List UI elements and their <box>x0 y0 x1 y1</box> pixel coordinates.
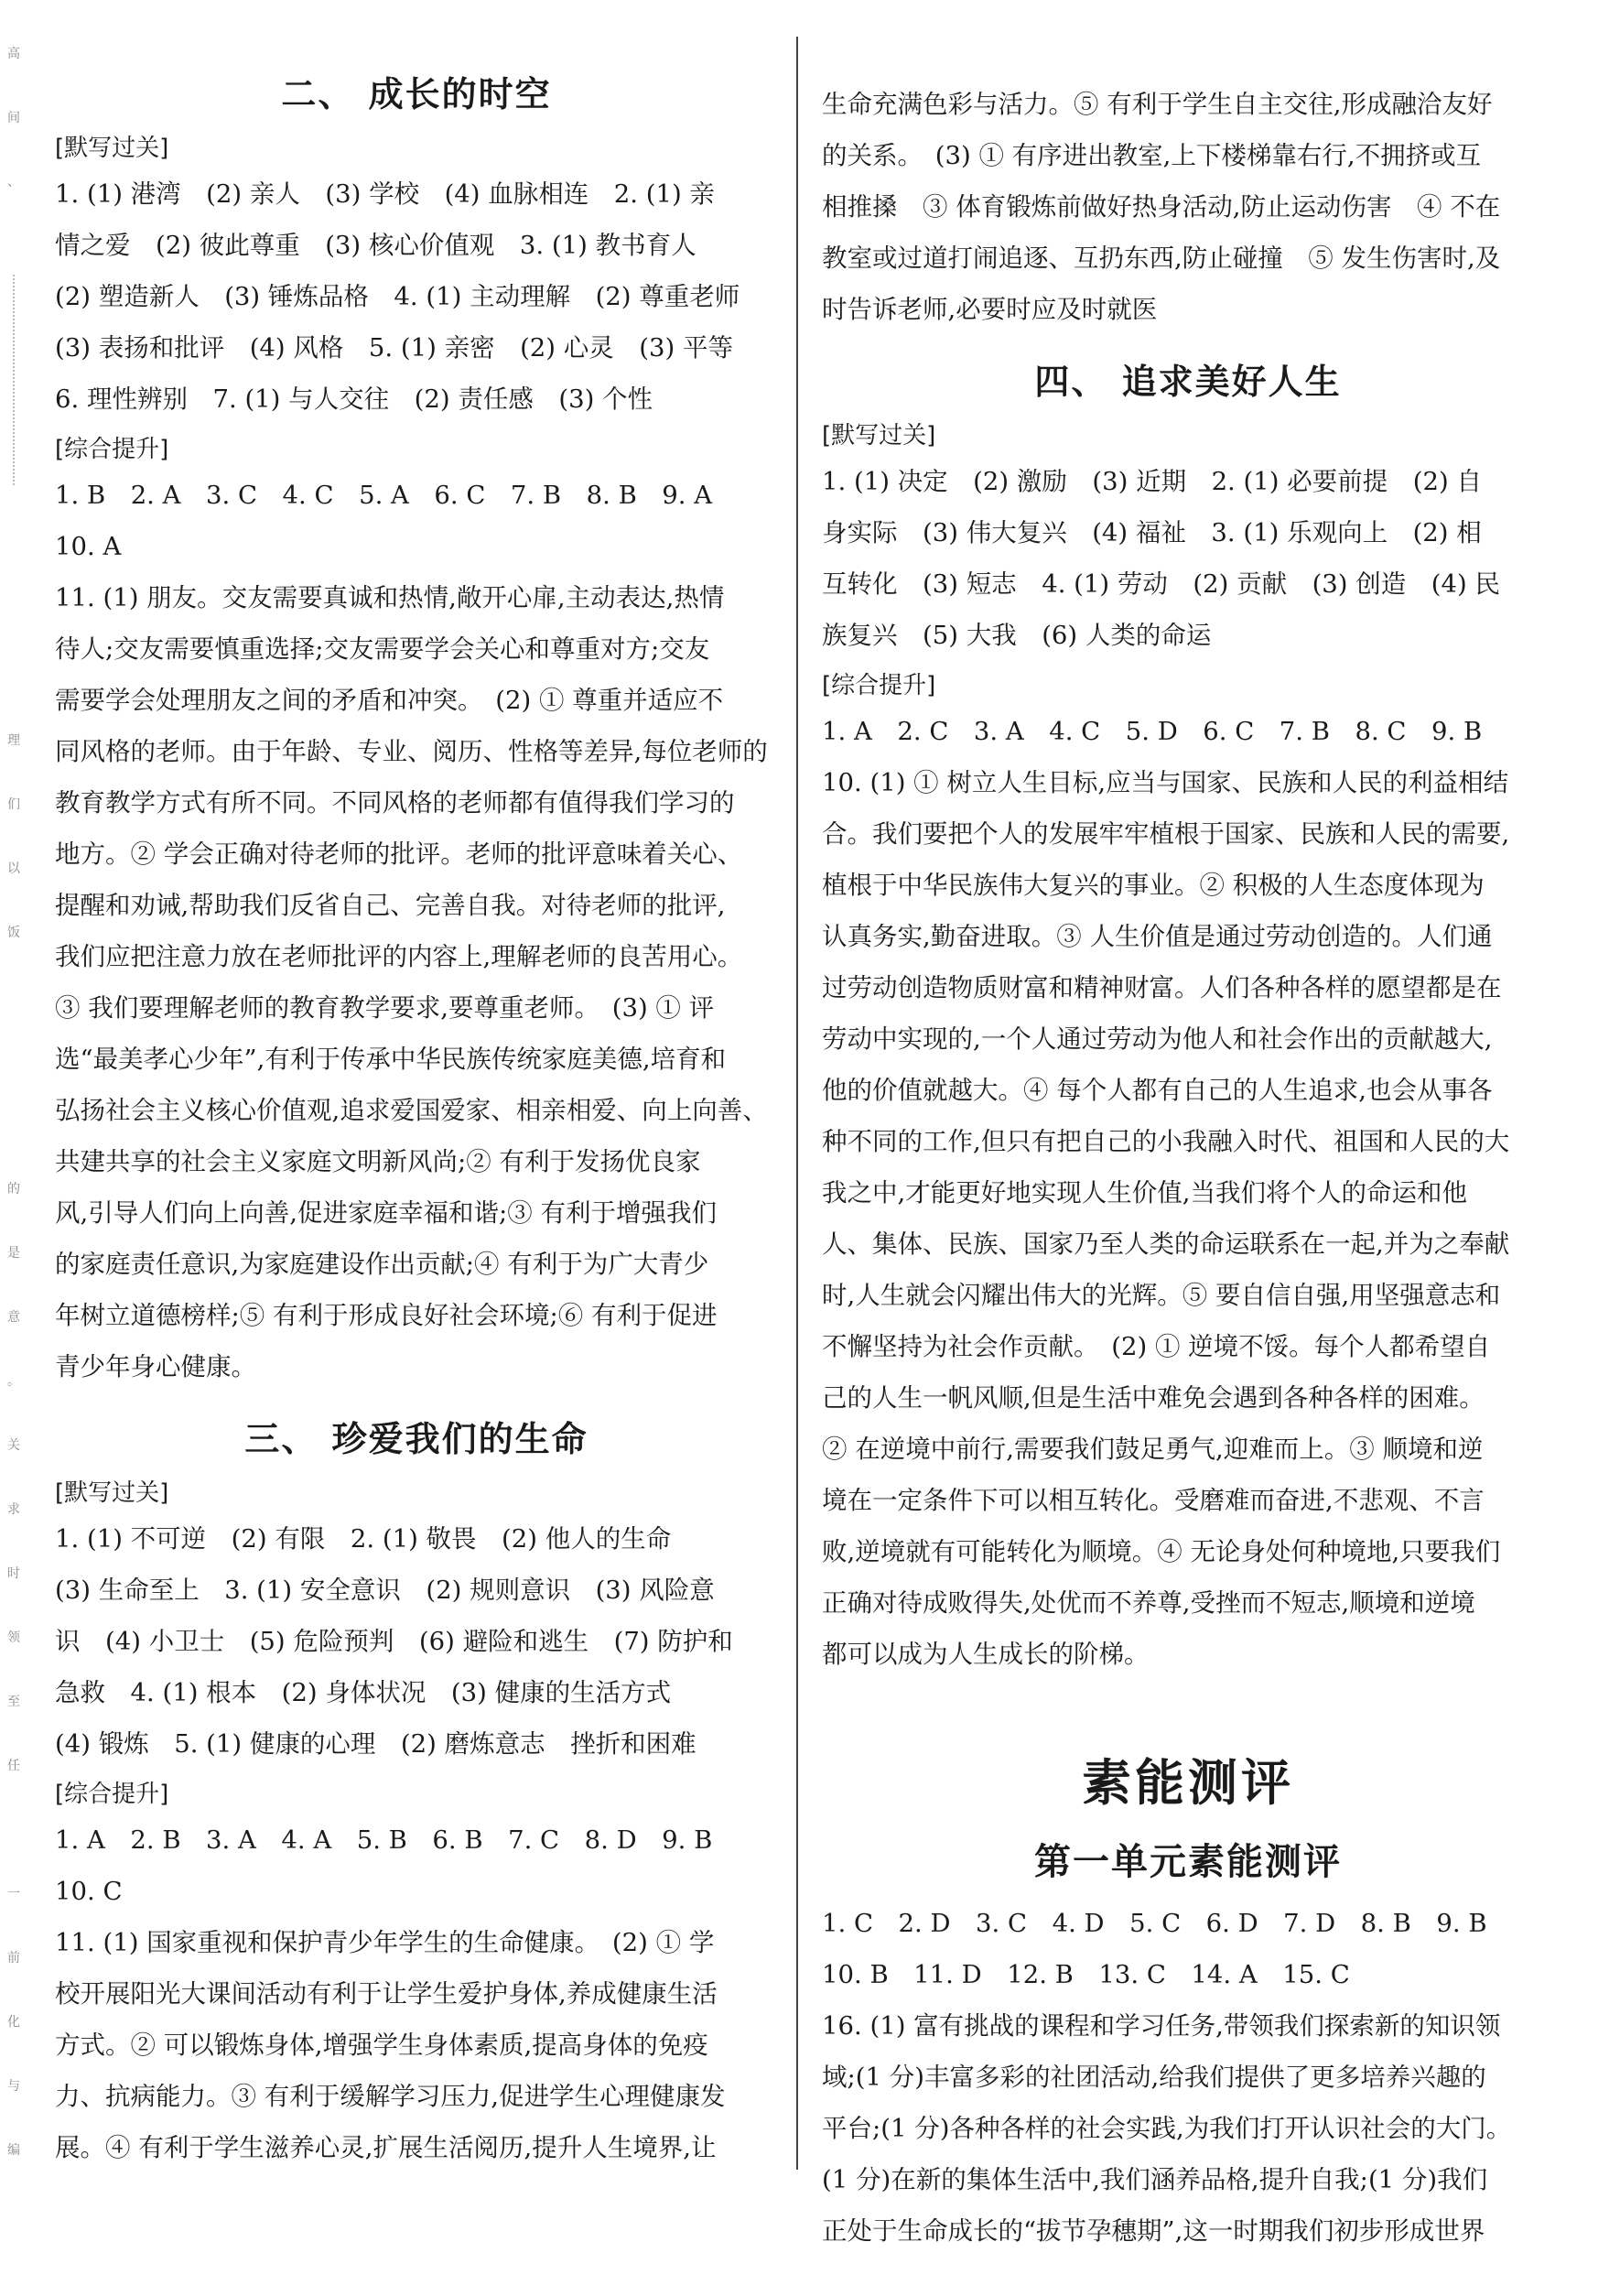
tag-zonghe: [综合提升] <box>822 672 936 699</box>
answer-line: 教育教学方式有所不同。不同风格的老师都有值得我们学习的 <box>55 788 735 818</box>
answer-line: 共建共享的社会主义家庭文明新风尚;② 有利于发扬优良家 <box>55 1147 701 1176</box>
answer-line: 弘扬社会主义核心价值观,追求爱国爱家、相亲相爱、向上向善、 <box>55 1096 768 1125</box>
tag-moxie: [默写过关] <box>822 422 936 449</box>
tag-moxie: [默写过关] <box>55 135 169 162</box>
answer-line: 地方。② 学会正确对待老师的批评。老师的批评意味着关心、 <box>55 839 743 869</box>
answer-line: 情之爱 (2) 彼此尊重 (3) 核心价值观 3. (1) 教书育人 <box>55 231 697 260</box>
answer-line: 急救 4. (1) 根本 (2) 身体状况 (3) 健康的生活方式 <box>55 1678 672 1707</box>
gutter-mark: 至 <box>7 1695 20 1709</box>
answer-line: 6. 理性辨别 7. (1) 与人交往 (2) 责任感 (3) 个性 <box>55 384 653 414</box>
answer-line: 相推搡 ③ 体育锻炼前做好热身活动,防止运动伤害 ④ 不在 <box>822 192 1501 222</box>
gutter-mark: 意 <box>7 1310 20 1325</box>
answer-line: 1. C 2. D 3. C 4. D 5. C 6. D 7. D 8. B 9. B <box>822 1909 1487 1938</box>
gutter-mark: 关 <box>7 1438 20 1453</box>
answer-line: 选“最美孝心少年”,有利于传承中华民族传统家庭美德,培育和 <box>55 1045 727 1074</box>
tag-moxie: [默写过关] <box>55 1479 169 1507</box>
tag-zonghe: [综合提升] <box>55 436 169 463</box>
answer-line: 他的价值就越大。④ 每个人都有自己的人生追求,也会从事各 <box>822 1076 1493 1105</box>
answer-line: 都可以成为人生成长的阶梯。 <box>822 1640 1150 1669</box>
answer-line: 的关系。 (3) ① 有序进出教室,上下楼梯靠右行,不拥挤或互 <box>822 141 1482 170</box>
answer-line: 展。④ 有利于学生滋养心灵,扩展生活阅历,提升人生境界,让 <box>55 2133 717 2162</box>
gutter-mark: 化 <box>7 2015 20 2030</box>
answer-line: (2) 塑造新人 (3) 锤炼品格 4. (1) 主动理解 (2) 尊重老师 <box>55 282 740 311</box>
answer-line: 正处于生命成长的“拔节孕穗期”,这一时期我们初步形成世界 <box>822 2216 1485 2246</box>
answer-line: 败,逆境就有可能转化为顺境。④ 无论身处何种境地,只要我们 <box>822 1537 1501 1566</box>
gutter-mark: 编 <box>7 2143 20 2158</box>
answer-line: 的家庭责任意识,为家庭建设作出贡献;④ 有利于为广大青少 <box>55 1250 709 1279</box>
section-title-2: 二、 成长的时空 <box>281 74 552 114</box>
tag-zonghe: [综合提升] <box>55 1781 169 1808</box>
answer-line: 植根于中华民族伟大复兴的事业。② 积极的人生态度体现为 <box>822 871 1485 900</box>
answer-line: 方式。② 可以锻炼身体,增强学生身体素质,提高身体的免疫 <box>55 2031 708 2060</box>
answer-line: (3) 表扬和批评 (4) 风格 5. (1) 亲密 (2) 心灵 (3) 平等 <box>55 333 733 363</box>
gutter-mark: 高 <box>7 47 20 61</box>
answer-line: ② 在逆境中前行,需要我们鼓足勇气,迎难而上。③ 顺境和逆 <box>822 1435 1484 1464</box>
answer-line: 待人;交友需要慎重选择;交友需要学会关心和尊重对方;交友 <box>55 634 710 664</box>
gutter-mark: 们 <box>7 797 20 812</box>
answer-line: (3) 生命至上 3. (1) 安全意识 (2) 规则意识 (3) 风险意 <box>55 1576 715 1605</box>
binding-gutter <box>0 0 38 2296</box>
cut-line <box>13 275 16 485</box>
gutter-mark: 是 <box>7 1246 20 1261</box>
answer-line: 身实际 (3) 伟大复兴 (4) 福祉 3. (1) 乐观向上 (2) 相 <box>822 518 1482 547</box>
gutter-mark: 求 <box>7 1502 20 1517</box>
answer-line: 1. A 2. C 3. A 4. C 5. D 6. C 7. B 8. C 9. B <box>822 717 1483 746</box>
continued-answers <box>822 79 1554 335</box>
answer-line: 10. (1) ① 树立人生目标,应当与国家、民族和人民的利益相结 <box>822 768 1509 797</box>
gutter-mark: 的 <box>7 1182 20 1197</box>
big-title: 素能测评 <box>1082 1754 1294 1812</box>
gutter-mark: 时 <box>7 1566 20 1581</box>
gutter-mark: 一 <box>7 1887 20 1901</box>
answer-line: 年树立道德榜样;⑤ 有利于形成良好社会环境;⑥ 有利于促进 <box>55 1301 718 1330</box>
answer-line: 不懈坚持为社会作贡献。 (2) ① 逆境不馁。每个人都希望自 <box>822 1332 1491 1361</box>
gutter-mark: 、 <box>7 175 20 190</box>
gutter-mark: 。 <box>7 1374 20 1389</box>
answer-line: 风,引导人们向上向善,促进家庭幸福和谐;③ 有利于增强我们 <box>55 1198 717 1228</box>
answer-line: 我们应把注意力放在老师批评的内容上,理解老师的良苦用心。 <box>55 942 743 971</box>
section-title-4: 四、 追求美好人生 <box>1034 362 1342 402</box>
answer-line: 1. (1) 不可逆 (2) 有限 2. (1) 敬畏 (2) 他人的生命 <box>55 1524 672 1554</box>
answer-line: 正确对待成败得失,处优而不养尊,受挫而不短志,顺境和逆境 <box>822 1588 1475 1618</box>
answer-line: 域;(1 分)丰富多彩的社团活动,给我们提供了更多培养兴趣的 <box>822 2063 1486 2092</box>
section-title-3: 三、 珍爱我们的生命 <box>244 1419 589 1459</box>
answer-line: 己的人生一帆风顺,但是生活中难免会遇到各种各样的困难。 <box>822 1383 1485 1413</box>
answer-line: 平台;(1 分)各种各样的社会实践,为我们打开认识社会的大门。 <box>822 2114 1512 2143</box>
answer-line: 时告诉老师,必要时应及时就医 <box>822 295 1158 324</box>
answer-line: 人、集体、民族、国家乃至人类的命运联系在一起,并为之奉献 <box>822 1229 1510 1259</box>
moxie-answers-2 <box>55 168 778 425</box>
gutter-mark: 饭 <box>7 926 20 940</box>
answer-line: 青少年身心健康。 <box>55 1352 256 1381</box>
answer-line: 识 (4) 小卫士 (5) 危险预判 (6) 避险和逃生 (7) 防护和 <box>55 1627 733 1656</box>
right-column <box>822 79 1554 2257</box>
answer-line: 11. (1) 朋友。交友需要真诚和热情,敞开心扉,主动表达,热情 <box>55 583 725 612</box>
column-divider <box>796 37 798 2170</box>
answer-line: 生命充满色彩与活力。⑤ 有利于学生自主交往,形成融洽友好 <box>822 90 1493 119</box>
answer-line: 同风格的老师。由于年龄、专业、阅历、性格等差异,每位老师的 <box>55 737 768 766</box>
answer-line: 境在一定条件下可以相互转化。受磨难而奋进,不悲观、不言 <box>822 1486 1485 1515</box>
answer-line: 种不同的工作,但只有把自己的小我融入时代、祖国和人民的大 <box>822 1127 1510 1156</box>
answer-line: 10. C <box>55 1877 123 1906</box>
zonghe-answers-4 <box>822 706 1554 1680</box>
answer-line: 1. A 2. B 3. A 4. A 5. B 6. B 7. C 8. D 9. B <box>55 1825 713 1855</box>
answer-line: 劳动中实现的,一个人通过劳动为他人和社会作出的贡献越大, <box>822 1024 1493 1054</box>
answer-line: ③ 我们要理解老师的教育教学要求,要尊重老师。 (3) ① 评 <box>55 993 715 1023</box>
moxie-answers-3 <box>55 1513 778 1770</box>
answer-line: 认真务实,勤奋进取。③ 人生价值是通过劳动创造的。人们通 <box>822 922 1493 951</box>
gutter-mark: 间 <box>7 111 20 125</box>
answer-line: 教室或过道打闹追逐、互扔东西,防止碰撞 ⑤ 发生伤害时,及 <box>822 244 1501 273</box>
answer-line: 1. B 2. A 3. C 4. C 5. A 6. C 7. B 8. B 9. A <box>55 481 713 510</box>
gutter-mark: 任 <box>7 1759 20 1773</box>
answer-line: (4) 锻炼 5. (1) 健康的心理 (2) 磨炼意志 挫折和困难 <box>55 1729 697 1759</box>
left-column <box>55 66 778 2173</box>
gutter-mark: 领 <box>7 1630 20 1645</box>
answer-line: 10. B 11. D 12. B 13. C 14. A 15. C <box>822 1960 1350 1989</box>
gutter-mark: 理 <box>7 733 20 748</box>
answer-line: 1. (1) 决定 (2) 激励 (3) 近期 2. (1) 必要前提 (2) 自 <box>822 467 1482 496</box>
gutter-mark: 与 <box>7 2079 20 2094</box>
gutter-mark: 前 <box>7 1951 20 1966</box>
answer-line: 过劳动创造物质财富和精神财富。人们各种各样的愿望都是在 <box>822 973 1502 1002</box>
zonghe-answers-2 <box>55 470 778 1392</box>
gutter-mark: 以 <box>7 861 20 876</box>
answer-line: 校开展阳光大课间活动有利于让学生爱护身体,养成健康生活 <box>55 1979 718 2009</box>
answer-line: (1 分)在新的集体生活中,我们涵养品格,提升自我;(1 分)我们 <box>822 2165 1488 2194</box>
answer-line: 族复兴 (5) 大我 (6) 人类的命运 <box>822 621 1212 650</box>
answer-line: 16. (1) 富有挑战的课程和学习任务,带领我们探索新的知识领 <box>822 2011 1501 2041</box>
answer-line: 我之中,才能更好地实现人生价值,当我们将个人的命运和他 <box>822 1178 1467 1208</box>
answer-line: 提醒和劝诫,帮助我们反省自己、完善自我。对待老师的批评, <box>55 891 726 920</box>
unit-answers <box>822 1898 1554 2257</box>
answer-line: 10. A <box>55 532 122 561</box>
answer-line: 互转化 (3) 短志 4. (1) 劳动 (2) 贡献 (3) 创造 (4) 民 <box>822 569 1500 599</box>
answer-line: 力、抗病能力。③ 有利于缓解学习压力,促进学生心理健康发 <box>55 2082 726 2111</box>
answer-line: 时,人生就会闪耀出伟大的光辉。⑤ 要自信自强,用坚强意志和 <box>822 1281 1501 1310</box>
zonghe-answers-3 <box>55 1814 778 2173</box>
answer-line: 11. (1) 国家重视和保护青少年学生的生命健康。 (2) ① 学 <box>55 1928 715 1957</box>
answer-line: 合。我们要把个人的发展牢牢植根于国家、民族和人民的需要, <box>822 819 1510 849</box>
moxie-answers-4 <box>822 456 1554 661</box>
answer-line: 需要学会处理朋友之间的矛盾和冲突。 (2) ① 尊重并适应不 <box>55 686 724 715</box>
answer-line: 1. (1) 港湾 (2) 亲人 (3) 学校 (4) 血脉相连 2. (1) 亲 <box>55 179 715 209</box>
unit-title: 第一单元素能测评 <box>1034 1841 1342 1883</box>
